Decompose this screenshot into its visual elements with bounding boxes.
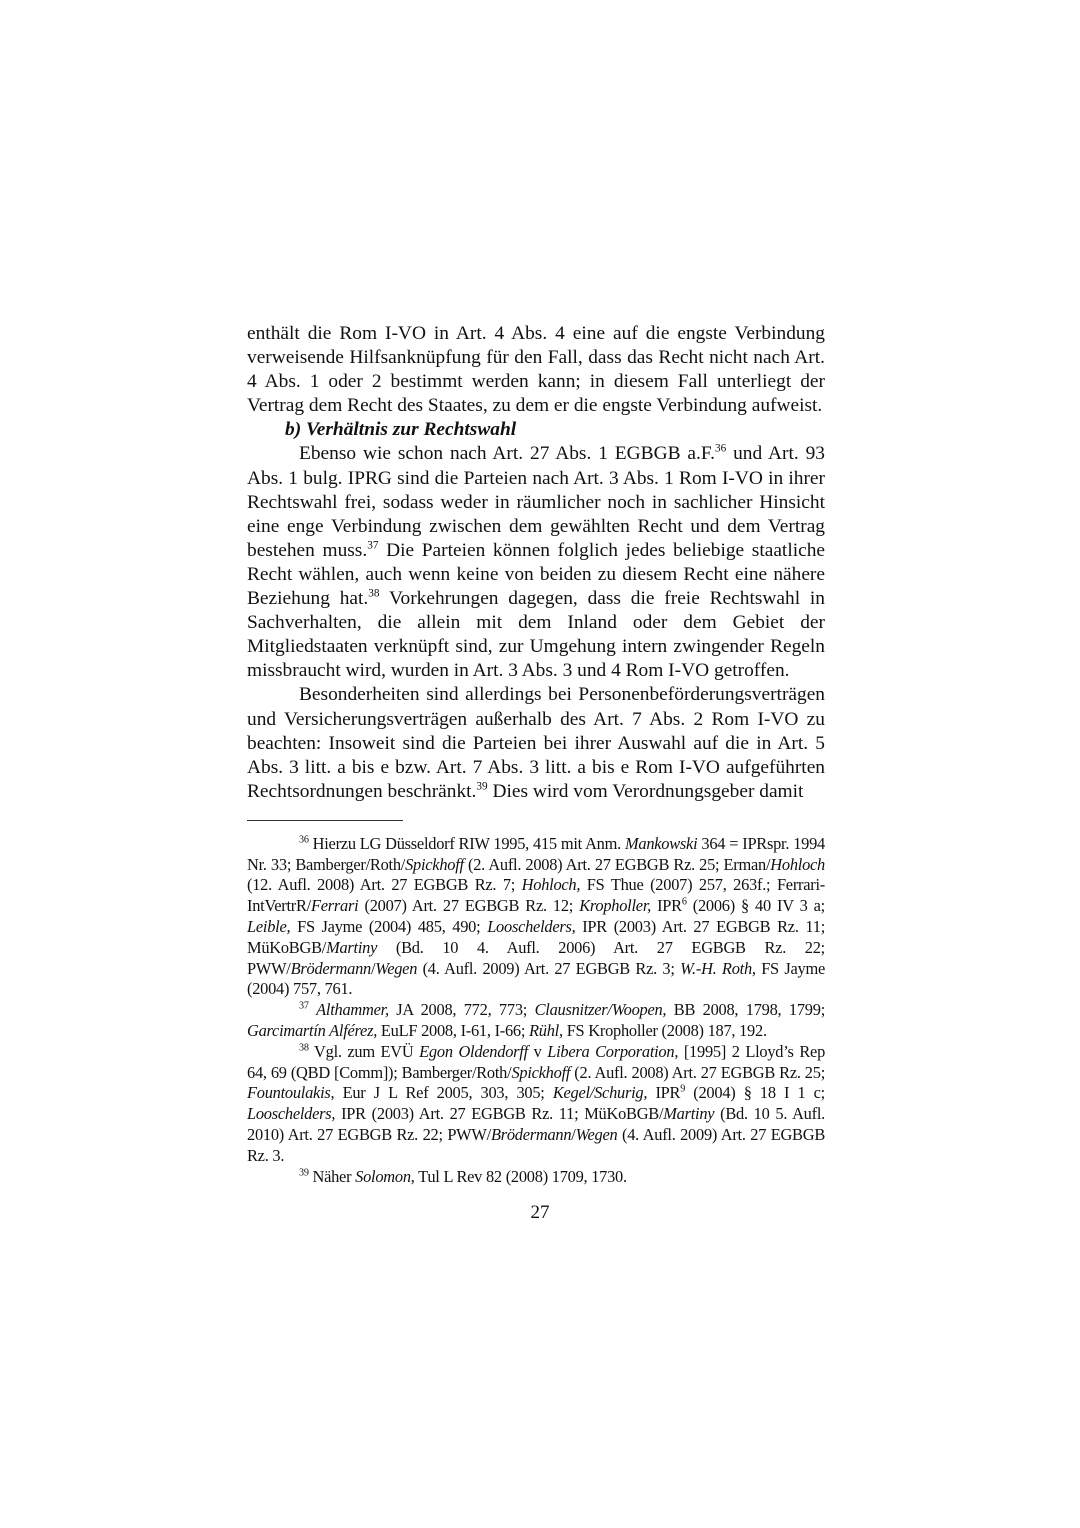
paragraph-2: [247, 442, 825, 683]
footnote-number: 37: [299, 1000, 309, 1012]
author-name: Brödermann: [490, 1125, 572, 1145]
author-name: Leible,: [247, 917, 291, 937]
author-name: Looschelders,: [487, 917, 576, 937]
text-span: Besonderheiten sind allerdings bei Personenbeförderungsverträgen und Versicherungsverträgen außerhalb des Art. 7 Abs. 2 Rom I-VO zu beachten: Insoweit sind die Parteien bei ihrer Auswahl auf die in Art. 5 Abs. 3 litt. a bis e bzw. Art. 7 Abs. 3 litt. a bis e Rom I-VO aufgeführten Rechtsordnungen beschränkt.: [247, 684, 825, 802]
footnote-ref-39[interactable]: 39: [476, 780, 488, 793]
text-span: Die Parteien können folglich jedes beliebige staatliche Recht wählen, auch wenn keine von beiden zu diesem Recht eine nähere Beziehung hat.: [247, 539, 825, 610]
author-name: Garcimartín Alférez,: [247, 1021, 378, 1041]
text-span: Ebenso wie schon nach Art. 27 Abs. 1 EGBGB a.F.: [299, 443, 715, 465]
footnote-number: 38: [299, 1042, 309, 1054]
text-span: IPR: [650, 896, 682, 916]
text-span: (4. Aufl. 2009) Art. 27 EGBGB Rz. 3.: [247, 1125, 826, 1165]
page-number: 27: [530, 1202, 550, 1223]
text-span: 364 = IPRspr. 1994 Nr. 33; Bamberger/Roth/: [247, 833, 826, 874]
text-span: /: [370, 958, 376, 978]
text-span: EuLF 2008, I-61, I-66;: [377, 1021, 530, 1041]
author-name: Solomon,: [355, 1166, 415, 1186]
text-span: , Eur J L Ref 2005, 303, 305;: [330, 1083, 553, 1103]
footnote-number: 39: [299, 1167, 309, 1179]
author-name: Wegen: [375, 958, 418, 978]
author-name: Kegel/Schurig,: [552, 1083, 648, 1103]
text-span: IPR (2003) Art. 27 EGBGB Rz. 11; MüKoBGB/: [335, 1104, 664, 1124]
author-name: Ferrari: [310, 896, 359, 916]
author-name: Spickhoff: [405, 854, 464, 874]
text-span: (2004) § 18 I 1 c;: [685, 1083, 825, 1103]
author-name: Wegen: [575, 1125, 618, 1145]
text-span: IPR (2003) Art. 27 EGBGB Rz. 11; MüKoBGB/: [247, 917, 825, 957]
text-span: (2007) Art. 27 EGBGB Rz. 12;: [358, 896, 580, 916]
author-name: Althammer,: [316, 1000, 389, 1020]
text-span: (Bd. 10 5. Aufl. 2010) Art. 27 EGBGB Rz. 22; PWW/: [247, 1104, 825, 1145]
page-content: [247, 322, 825, 1187]
footnotes: [247, 834, 825, 1188]
text-span: (4. Aufl. 2009) Art. 27 EGBGB Rz. 3;: [417, 958, 681, 978]
author-name: Hohloch,: [521, 875, 581, 895]
text-span: Hierzu LG Düsseldorf RIW 1995, 415 mit Anm.: [308, 833, 625, 853]
main-text: [247, 322, 825, 804]
footnote-number: 36: [299, 834, 309, 846]
text-span: und Art. 93 Abs. 1 bulg. IPRG sind die Parteien nach Art. 3 Abs. 1 Rom I-VO in ihrer Rechtswahl frei, sodass weder in räumlicher noch in sachlicher Hinsicht eine enge Verbindung zwischen dem gewählten Recht und dem Vertrag bestehen muss.: [247, 443, 825, 561]
text-span: , [1995] 2 Lloyd’s Rep 64, 69 (QBD [Comm]); Bamberger/Roth/: [247, 1041, 826, 1082]
text-span: v: [527, 1041, 548, 1061]
text-span: FS Jayme (2004) 485, 490;: [290, 917, 488, 937]
paragraph-3: [247, 683, 825, 803]
text-span: Näher: [308, 1166, 356, 1186]
text-span: BB 2008, 1798, 1799;: [666, 1000, 825, 1020]
author-name: Mankowski: [624, 833, 698, 853]
author-name: W.-H. Roth,: [680, 958, 756, 978]
footnote-38: [247, 1042, 825, 1167]
text-span: (2006) § 40 IV 3 a;: [686, 896, 825, 916]
footnote-separator: [247, 820, 403, 821]
text-span: Vgl. zum EVÜ: [308, 1041, 420, 1061]
text-span: (2. Aufl. 2008) Art. 27 EGBGB Rz. 25; Erman/: [463, 854, 771, 874]
case-party: Libera Corporation: [547, 1041, 675, 1061]
edition-superscript: 6: [681, 896, 687, 908]
author-name: Martiny: [663, 1104, 715, 1124]
footnote-37: [247, 1000, 825, 1042]
text-span: (2. Aufl. 2008) Art. 27 EGBGB Rz. 25;: [570, 1062, 826, 1082]
footnote-ref-37[interactable]: 37: [367, 539, 379, 552]
footnote-36: [247, 834, 825, 1000]
edition-superscript: 9: [680, 1083, 686, 1095]
section-heading: b) Verhältnis zur Rechtswahl: [285, 419, 517, 441]
footnote-ref-38[interactable]: 38: [368, 587, 380, 600]
text-span: (12. Aufl. 2008) Art. 27 EGBGB Rz. 7;: [247, 875, 522, 895]
footnote-39: [247, 1167, 825, 1188]
author-name: Clausnitzer/Woopen,: [534, 1000, 667, 1020]
author-name: Hohloch: [770, 854, 825, 874]
text-span: IPR: [647, 1083, 681, 1103]
text-span: /: [571, 1125, 576, 1145]
text-span: FS Jayme (2004) 757, 761.: [247, 958, 825, 999]
text-span: Dies wird vom Verordnungsgeber damit: [487, 780, 804, 802]
text-span: FS Thue (2007) 257, 263f.; Ferrari-IntVertrR/: [247, 875, 825, 916]
author-name: Kropholler,: [579, 896, 651, 916]
case-party: Egon Oldendorff: [419, 1041, 528, 1061]
text-span: Tul L Rev 82 (2008) 1709, 1730.: [414, 1166, 627, 1186]
text-span: (Bd. 10 4. Aufl. 2006) Art. 27 EGBGB Rz. 22; PWW/: [247, 937, 825, 978]
paragraph-1: enthält die Rom I-VO in Art. 4 Abs. 4 eine auf die engste Verbindung verweisende Hilfsanknüpfung für den Fall, dass das Recht nicht nach Art. 4 Abs. 1 oder 2 bestimmt werden kann; in diesem Fall unterliegt der Vertrag dem Recht des Staates, zu dem er die engste Verbindung aufweist.: [247, 323, 825, 417]
author-name: Rühl,: [529, 1021, 563, 1041]
text-span: FS Kropholler (2008) 187, 192.: [562, 1021, 767, 1041]
author-name: Brödermann: [290, 958, 371, 978]
author-name: Spickhoff: [511, 1062, 571, 1082]
author-name: Martiny: [326, 937, 378, 957]
text-span: JA 2008, 772, 773;: [388, 1000, 535, 1020]
text-span: Vorkehrungen dagegen, dass die freie Rechtswahl in Sachverhalten, die allein mit dem Inland oder dem Gebiet der Mitgliedstaaten verknüpft sind, zur Umgehung intern zwingender Regeln missbraucht wird, wurden in Art. 3 Abs. 3 und 4 Rom I-VO getroffen.: [247, 588, 825, 682]
footnote-ref-36[interactable]: 36: [714, 443, 727, 455]
author-name: Looschelders,: [247, 1104, 336, 1124]
author-name: Fountoulakis: [247, 1083, 331, 1103]
